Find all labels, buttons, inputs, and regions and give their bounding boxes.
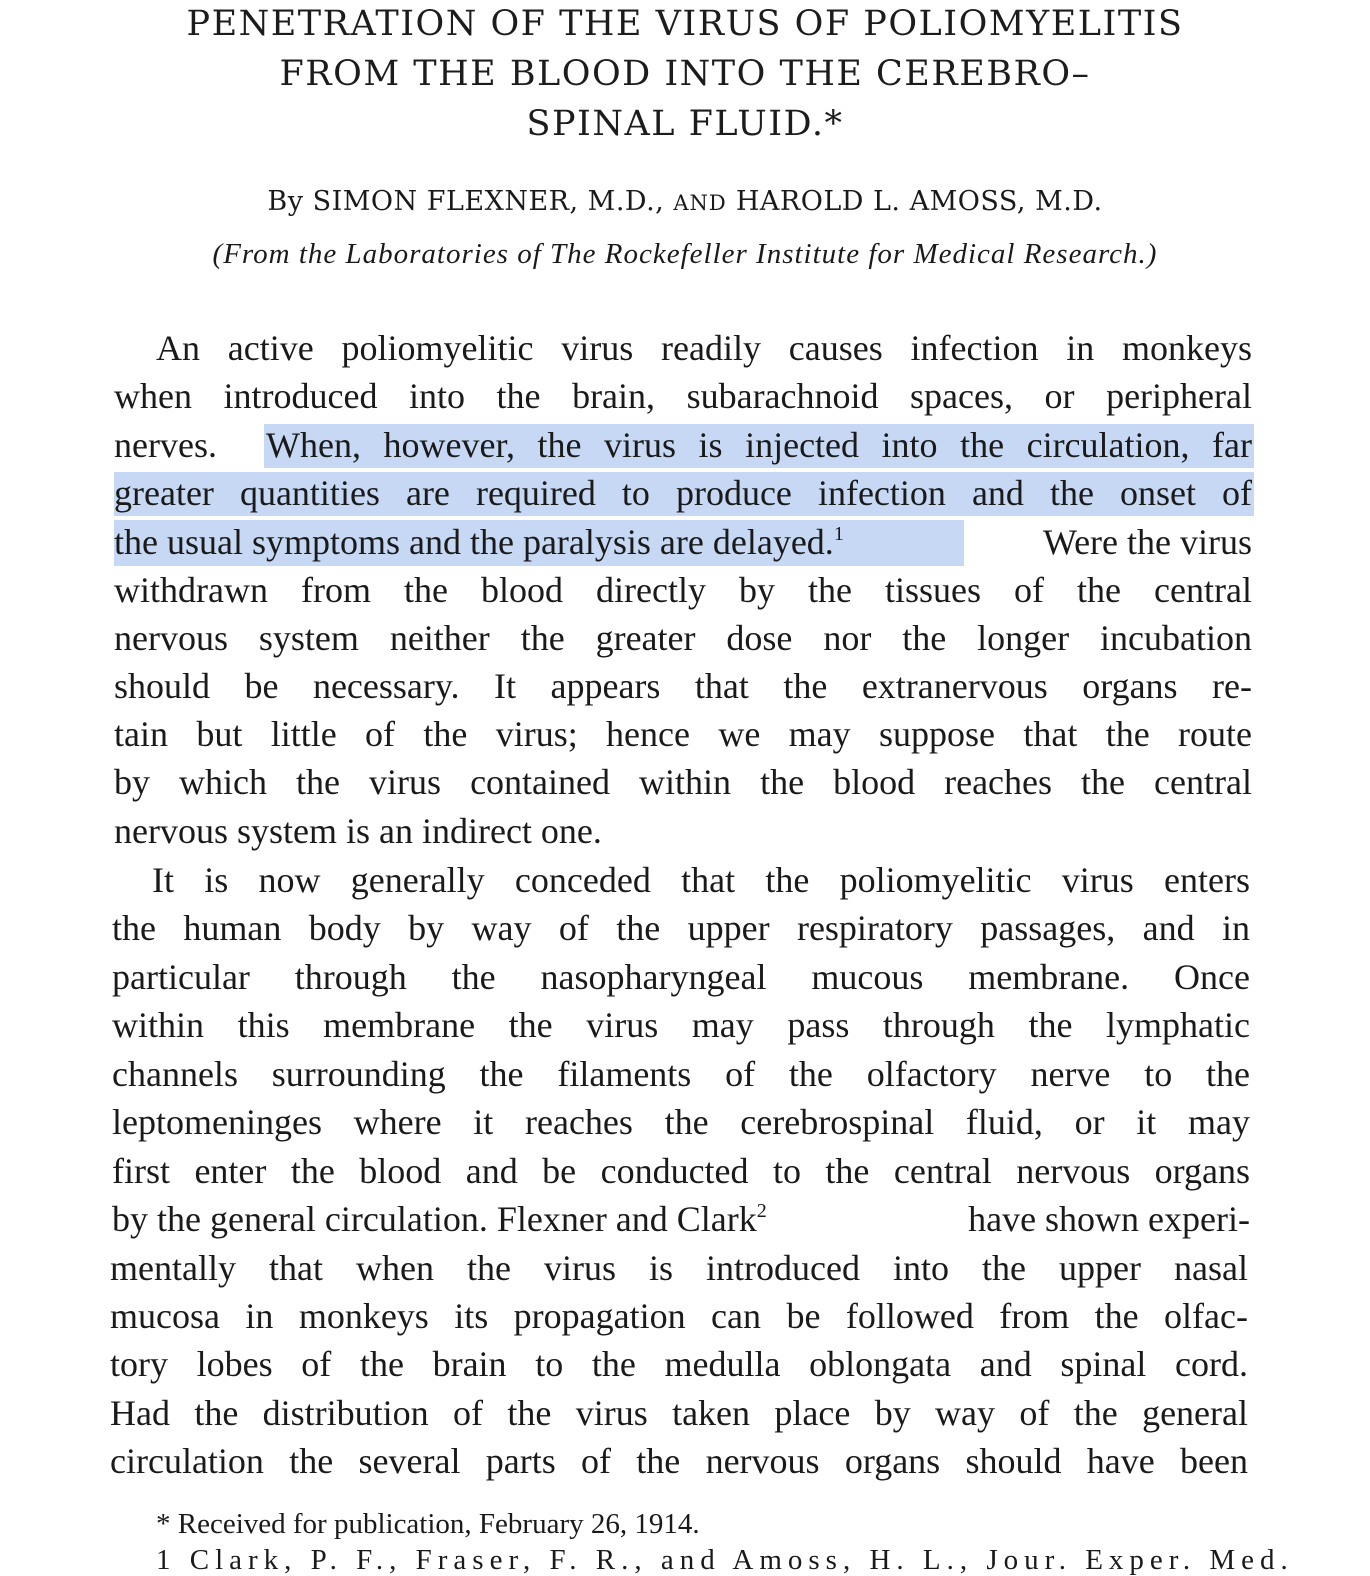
paragraph-1-line-4: greater quantities are required to produce infection and the onset of [114, 473, 1252, 513]
paragraph-2-line-10: mucosa in monkeys its propagation can be followed from the olfac- [110, 1296, 1248, 1336]
paragraph-1-line-2: when introduced into the brain, subarachnoid spaces, or peripheral [114, 376, 1252, 416]
byline-by: By [267, 186, 304, 217]
paragraph-1-line-5 [114, 520, 1252, 564]
paragraph-1-line-6: withdrawn from the blood directly by the tissues of the central [114, 570, 1252, 610]
title-line-2: FROM THE BLOOD INTO THE CEREBRO– [279, 54, 1091, 94]
paragraph-2-line-13: circulation the several parts of the nervous organs should have been [110, 1441, 1248, 1481]
paragraph-2-line-9: mentally that when the virus is introduced into the upper nasal [110, 1248, 1248, 1288]
paragraph-2-line-8 [112, 1197, 1250, 1241]
paragraph-2-line-3: particular through the nasopharyngeal mucous membrane. Once [112, 957, 1250, 997]
paragraph-2-line-1: It is now generally conceded that the poliomyelitic virus enters [152, 860, 1250, 900]
text-run: nerves. [114, 425, 217, 465]
paragraph-1-line-9: tain but little of the virus; hence we may suppose that the route [114, 714, 1252, 754]
paragraph-2-line-7: first enter the blood and be conducted to the central nervous organs [112, 1151, 1250, 1191]
paragraph-1-line-10: by which the virus contained within the blood reaches the central [114, 762, 1252, 802]
affiliation: (From the Laboratories of The Rockefeller Institute for Medical Research.) [212, 238, 1158, 270]
paragraph-1-line-8: should be necessary. It appears that the extranervous organs re- [114, 666, 1252, 706]
footnote-1-cut-off [156, 1544, 1294, 1576]
highlighted-sentence-start: When, however, the virus is injected into the circulation, far [266, 425, 1252, 465]
footnote-1-text: 1 Clark, P. F., Fraser, F. R., and Amoss, H. L., Jour. Exper. Med. [156, 1544, 1294, 1576]
paragraph-1-line-3 [114, 423, 1252, 467]
text-run: have shown experi- [968, 1199, 1250, 1239]
footnote-ref-1: 1 [833, 523, 844, 545]
title-line-1: PENETRATION OF THE VIRUS OF POLIOMYELITIS [186, 4, 1184, 44]
paragraph-2-line-11: tory lobes of the brain to the medulla oblongata and spinal cord. [110, 1344, 1248, 1384]
text-run: Were the virus [1042, 522, 1252, 562]
author-1: SIMON FLEXNER, M.D., [312, 186, 665, 217]
paragraph-2-line-12: Had the distribution of the virus taken place by way of the general [110, 1393, 1248, 1433]
text-run: by the general circulation. Flexner and Clark [112, 1199, 757, 1239]
paragraph-2-line-4: within this membrane the virus may pass through the lymphatic [112, 1005, 1250, 1045]
paragraph-1-line-7: nervous system neither the greater dose nor the longer incubation [114, 618, 1252, 658]
highlighted-sentence-end: the usual symptoms and the paralysis are delayed. [114, 522, 834, 562]
paragraph-2-line-5: channels surrounding the filaments of the olfactory nerve to the [112, 1054, 1250, 1094]
title-line-3: SPINAL FLUID.* [526, 104, 844, 144]
paragraph-2-line-6: leptomeninges where it reaches the cerebrospinal fluid, or it may [112, 1102, 1250, 1142]
footnote-received: * Received for publication, February 26, 1914. [156, 1508, 700, 1540]
paragraph-1-line-1: An active poliomyelitic virus readily causes infection in monkeys [156, 328, 1252, 368]
paragraph-1-line-11: nervous system is an indirect one. [114, 811, 602, 851]
paragraph-2-line-2: the human body by way of the upper respiratory passages, and in [112, 908, 1250, 948]
byline [0, 186, 1370, 217]
byline-and: AND [673, 191, 727, 215]
author-2: HAROLD L. AMOSS, M.D. [735, 186, 1103, 217]
footnote-ref-2: 2 [756, 1200, 767, 1222]
